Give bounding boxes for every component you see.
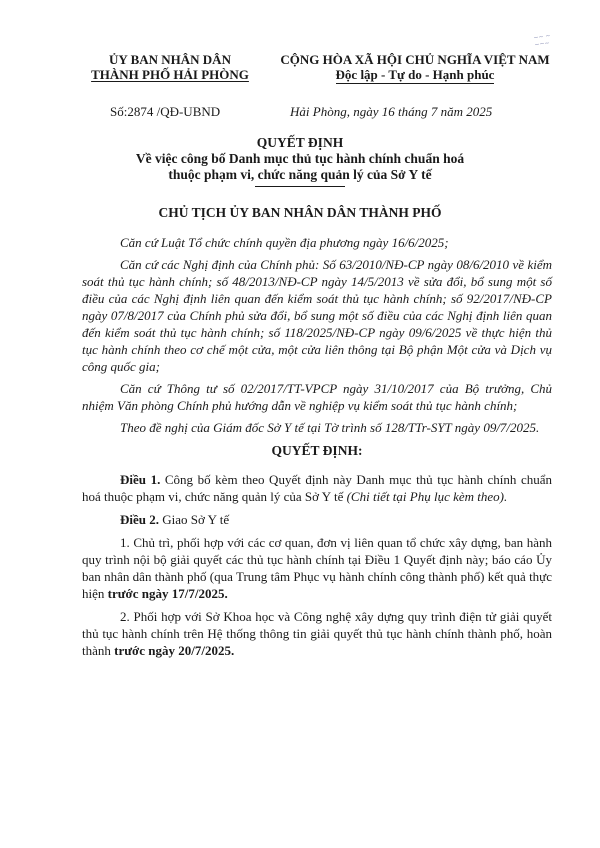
- item-2-text: 2. Phối hợp với Sở Khoa học và Công nghệ xây dựng quy trình điện tử giải quyết thủ tục hành chính trên Hệ thống thông tin giải quyết thủ tục hành chính thành phố, hoàn thành: [82, 609, 552, 658]
- item-1-text: 1. Chủ trì, phối hợp với các cơ quan, đơn vị liên quan tổ chức xây dựng, ban hành quy trình nội bộ giải quyết các thủ tục hành chính tại Điều 1 Quyết định này; báo cáo Ủy ban nhân dân thành phố (qua Trung tâm Phục vụ hành chính công thành phố) kết quả thực hiện: [82, 535, 552, 601]
- article-2: [82, 511, 552, 528]
- issuing-authority: [80, 52, 260, 82]
- document-body: [82, 234, 552, 665]
- country-name: CỘNG HÒA XÃ HỘI CHỦ NGHĨA VIỆT NAM: [280, 52, 550, 67]
- issuer-heading: CHỦ TỊCH ỦY BAN NHÂN DÂN THÀNH PHỐ: [158, 205, 442, 220]
- article-2-item-1: [82, 534, 552, 602]
- article-1-label: Điều 1.: [120, 472, 161, 487]
- authority-line-1: ỦY BAN NHÂN DÂN: [109, 52, 231, 67]
- preamble-paragraph: Căn cứ Luật Tổ chức chính quyền địa phương ngày 16/6/2025;: [120, 235, 449, 250]
- article-2-item-2: [82, 608, 552, 659]
- preamble-paragraph: Căn cứ các Nghị định của Chính phủ: Số 63/2010/NĐ-CP ngày 08/6/2010 về kiểm soát thủ tục hành chính; số 48/2013/NĐ-CP ngày 14/5/2013 về sửa đổi, bổ sung một số điều của các Nghị định liên quan đến kiểm soát thủ tục hành chính; số 92/2017/NĐ-CP ngày 07/8/2017 của Chính phủ sửa đổi, bổ sung một số điều của các Nghị định liên quan đến kiểm soát thủ tục hành chính; số 118/2025/NĐ-CP ngày 09/6/2025 về thực hiện thủ tục hành chính theo cơ chế một cửa, một cửa liên thông tại Bộ phận Một cửa và Dịch vụ công quốc gia;: [82, 257, 552, 374]
- title-sub-2: thuộc phạm vi, chức năng quản lý của Sở Y tế: [168, 167, 432, 182]
- item-2-deadline: trước ngày 20/7/2025.: [114, 643, 235, 658]
- article-1-note: (Chi tiết tại Phụ lục kèm theo).: [346, 489, 508, 504]
- item-1-deadline: trước ngày 17/7/2025.: [107, 586, 228, 601]
- preamble-paragraph: Căn cứ Thông tư số 02/2017/TT-VPCP ngày 31/10/2017 của Bộ trưởng, Chủ nhiệm Văn phòng Chính phủ hướng dẫn về nghiệp vụ kiểm soát thủ tục hành chính;: [82, 381, 552, 413]
- authority-line-2: THÀNH PHỐ HẢI PHÒNG: [91, 67, 249, 82]
- decision-heading: QUYẾT ĐỊNH:: [271, 443, 363, 458]
- title-sub-1: Về việc công bố Danh mục thủ tục hành chính chuẩn hoá: [135, 151, 465, 166]
- document-number: Số:2874 /QĐ-UBND: [110, 104, 221, 119]
- document-date: Hải Phòng, ngày 16 tháng 7 năm 2025: [290, 104, 493, 119]
- article-1: [82, 471, 552, 505]
- article-2-label: Điều 2.: [120, 512, 159, 527]
- article-1-text: Công bố kèm theo Quyết định này Danh mục thủ tục hành chính chuẩn hoá thuộc phạm vi, chức năng quản lý của Sở Y tế: [82, 472, 552, 504]
- title-main: QUYẾT ĐỊNH: [256, 135, 344, 150]
- received-stamp: ~~ ~ ~~~: [533, 32, 551, 49]
- document-title: [40, 135, 560, 183]
- article-2-text: Giao Sở Y tế: [159, 512, 230, 527]
- title-divider: [255, 186, 345, 187]
- motto: Độc lập - Tự do - Hạnh phúc: [335, 67, 495, 82]
- preamble-paragraph: Theo đề nghị của Giám đốc Sở Y tế tại Tờ trình số 128/TTr-SYT ngày 09/7/2025.: [120, 420, 540, 435]
- national-motto: [255, 52, 575, 84]
